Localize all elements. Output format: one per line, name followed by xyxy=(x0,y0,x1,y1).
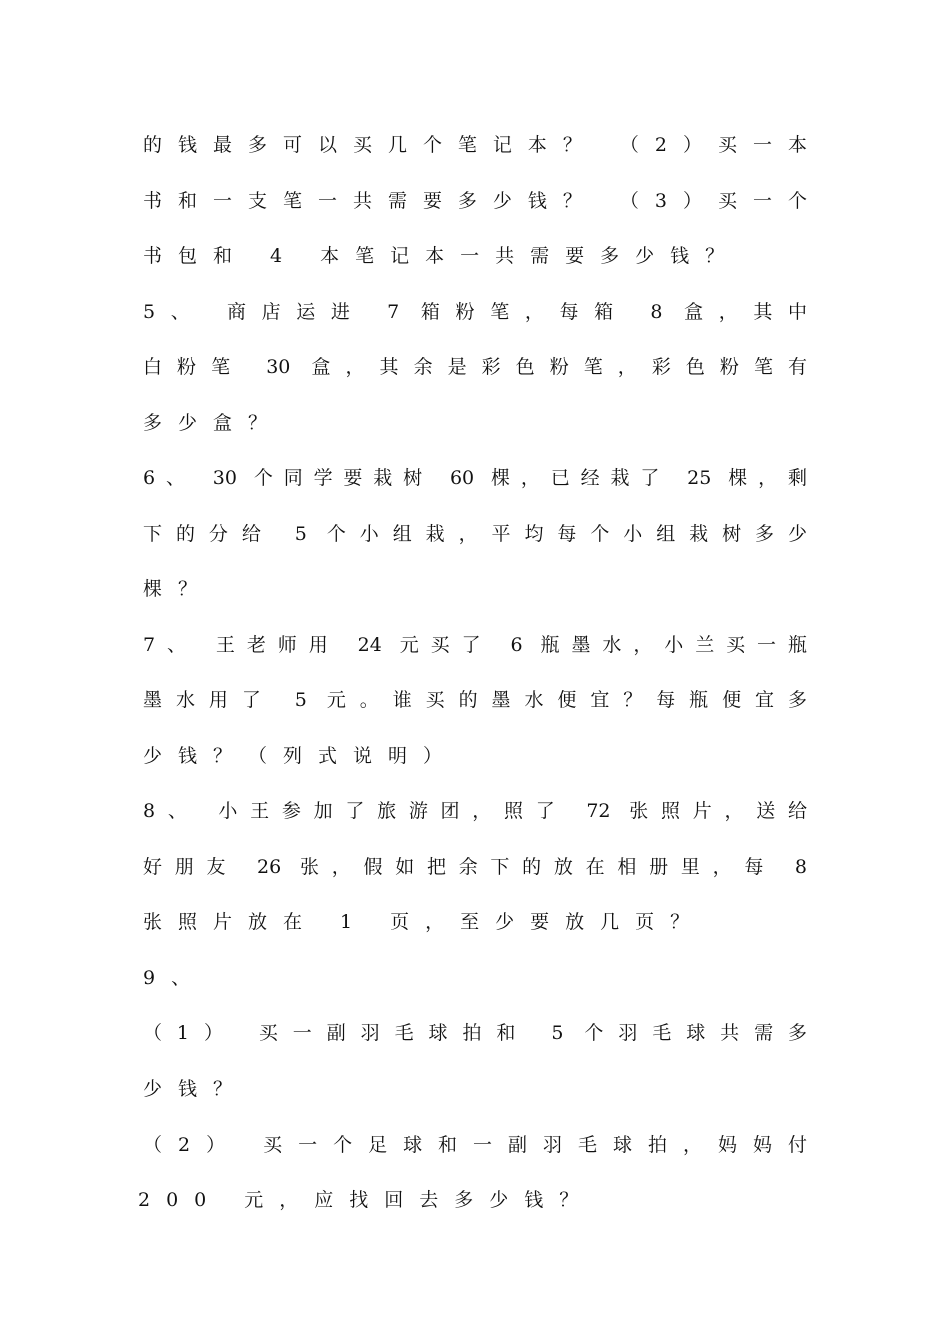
problem-7-line-3: 少钱？（列式说明） xyxy=(143,745,459,767)
problem-6-line-1: 6、 30 个同学要栽树 60 棵，已经栽了 25 棵，剩 xyxy=(143,467,807,489)
problem-8-line-2: 好朋友 26 张，假如把余下的放在相册里，每 8 xyxy=(143,856,807,878)
text-line-1: 的钱最多可以买几个笔记本？ （2）买一本 xyxy=(143,134,807,156)
problem-8-line-3: 张照片放在 1 页，至少要放几页？ xyxy=(143,911,706,933)
problem-6-line-2: 下的分给 5 个小组栽，平均每个小组栽树多少 xyxy=(143,523,807,545)
problem-9-part-2-line-1: （2） 买一个足球和一副羽毛球拍，妈妈付 xyxy=(143,1134,807,1156)
problem-5-line-2: 白粉笔 30 盒，其余是彩色粉笔，彩色粉笔有 xyxy=(143,356,807,378)
problem-8-line-1: 8、 小王参加了旅游团，照了 72 张照片，送给 xyxy=(143,800,807,822)
problem-9-part-1-line-1: （1） 买一副羽毛球拍和 5 个羽毛球共需多 xyxy=(143,1022,807,1044)
problem-6-line-3: 棵？ xyxy=(143,578,214,600)
problem-7-line-2: 墨水用了 5 元。谁买的墨水便宜？每瓶便宜多 xyxy=(143,689,807,711)
text-line-2: 书和一支笔一共需要多少钱？ （3）买一个 xyxy=(143,190,807,212)
problem-9-part-1-line-2: 少钱？ xyxy=(143,1078,249,1100)
problem-5-line-1: 5、 商店运进 7 箱粉笔，每箱 8 盒，其中 xyxy=(143,301,807,323)
problem-9-part-2-line-2: 200 元，应找回去多少钱？ xyxy=(138,1189,595,1211)
text-line-3: 书包和 4 本笔记本一共需要多少钱？ xyxy=(143,245,741,267)
problem-7-line-1: 7、 王老师用 24 元买了 6 瓶墨水，小兰买一瓶 xyxy=(143,634,807,656)
problem-5-line-3: 多少盒？ xyxy=(143,412,284,434)
problem-9-heading: 9、 xyxy=(143,967,207,989)
